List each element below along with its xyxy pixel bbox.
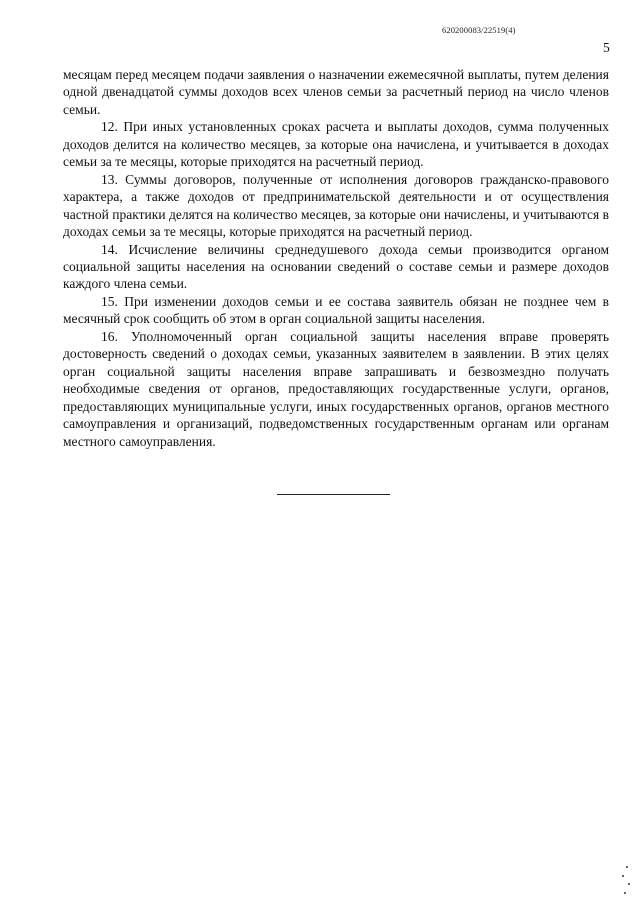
- paragraph-16: 16. Уполномоченный орган социальной защиты населения вправе проверять достоверность сведений о доходах семьи, указанных заявителем в заявлении. В этих целях орган социальной защиты населения вправе запрашивать и безвозмездно получать необходимые сведения от органов, предоставляющих государственные услуги, органов, предоставляющих муниципальные услуги, иных государственных органов, органов местного самоуправления и организаций, подведомственных государственным органам или органам местного самоуправления.: [63, 328, 609, 449]
- paragraph-13: 13. Суммы договоров, полученные от исполнения договоров гражданско-правового характера, а также доходов от предпринимательской деятельности и от осуществления частной практики делятся на количество месяцев, за которые они начислены, и учитываются в доходах семьи за те месяцы, которые приходятся на расчетный период.: [63, 171, 609, 240]
- paragraph-continuation: месяцам перед месяцем подачи заявления о назначении ежемесячной выплаты, путем деления одной двенадцатой суммы доходов всех членов семьи за расчетный период на число членов семьи.: [63, 67, 609, 117]
- paragraph-12: 12. При иных установленных сроках расчета и выплаты доходов, сумма полученных доходов делится на количество месяцев, за которые она начислена, и учитывается в доходах семьи за те месяцы, которые приходятся на расчетный период.: [63, 119, 609, 170]
- paragraph-14: 14. Исчисление величины среднедушевого дохода семьи производится органом социальной защиты населения на основании сведений о составе семьи и размере доходов каждого члена семьи.: [63, 241, 609, 292]
- document-id: 620200083/22519(4): [442, 25, 516, 35]
- paragraph-15: 15. При изменении доходов семьи и ее состава заявитель обязан не позднее чем в месячный срок сообщить об этом в орган социальной защиты населения.: [63, 293, 609, 327]
- scan-artifact-marks: [620, 866, 632, 900]
- end-divider-line: [277, 494, 390, 495]
- page-number: 5: [603, 40, 610, 55]
- document-body: [63, 66, 609, 450]
